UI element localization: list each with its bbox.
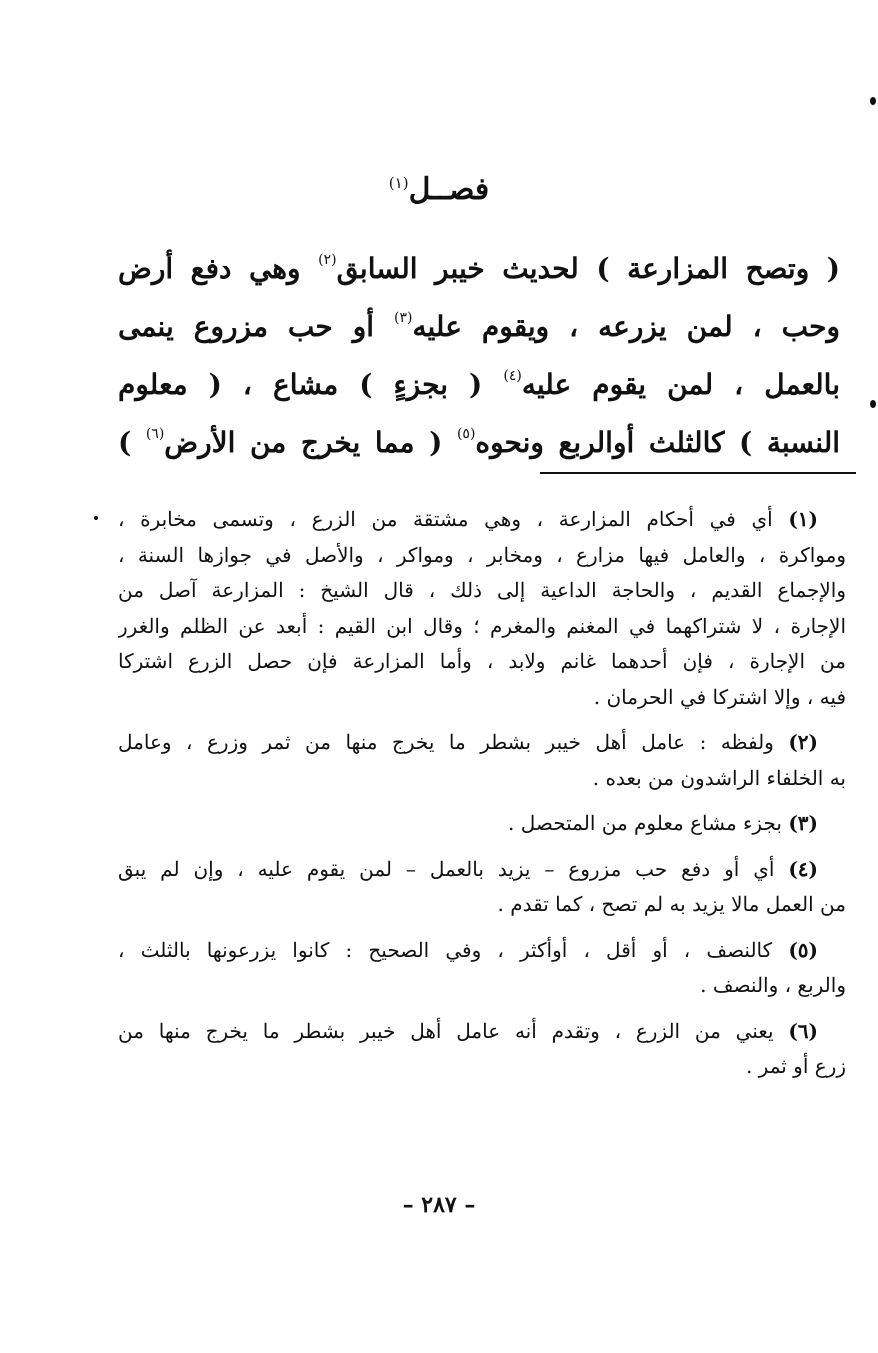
footnote-number: (٦) bbox=[788, 1018, 818, 1043]
footnote-text: زرع أو ثمر . bbox=[745, 1054, 846, 1078]
footnote-line bbox=[118, 887, 846, 923]
section-heading bbox=[0, 172, 878, 207]
footnote-text: بجزء مشاع معلوم من المتحصل . bbox=[508, 811, 782, 835]
main-text-segment: ( وتصح المزارعة ) لحديث خيبر السابق bbox=[336, 252, 840, 285]
footnote-line bbox=[118, 609, 846, 645]
footnote bbox=[118, 806, 846, 842]
footnote-line bbox=[118, 968, 846, 1004]
footnote-line bbox=[118, 502, 846, 538]
main-text-line bbox=[118, 240, 840, 298]
footnote-text: أي في أحكام المزارعة ، وهي مشتقة من الزرع ، وتسمى مخابرة ، bbox=[118, 507, 773, 531]
footnote-text: به الخلفاء الراشدون من بعده . bbox=[592, 765, 846, 790]
footnote-text: من الإجارة ، فإن أحدهما غانم ولابد ، وأما المزارعة فإن حصل الزرع اشتركا bbox=[118, 649, 846, 673]
main-text-segment: ( بجزءٍ ) مشاع ، ( معلوم bbox=[118, 368, 504, 401]
heading-title: فصــل bbox=[408, 172, 490, 207]
footnote-number: (١) bbox=[788, 507, 818, 531]
edge-mark bbox=[870, 97, 876, 105]
main-text-segment: وهي دفع أرض bbox=[118, 252, 319, 285]
footnote-line bbox=[118, 806, 846, 842]
footnote bbox=[118, 1014, 846, 1085]
edge-mark bbox=[870, 400, 876, 408]
footnote-ref: (٤) bbox=[503, 368, 522, 384]
main-text-segment: وحب ، لمن يزرعه ، ويقوم عليه bbox=[412, 310, 840, 343]
footnote-line bbox=[118, 680, 846, 716]
footnote-text: كالنصف ، أو أقل ، أوأكثر ، وفي الصحيح : كانوا يزرعونها بالثلث ، bbox=[118, 937, 773, 962]
footnote-text: أي أو دفع حب مزروع – يزيد بالعمل – لمن يقوم عليه ، وإن لم يبق bbox=[118, 856, 775, 881]
footnote-text: فيه ، وإلا اشتركا في الحرمان . bbox=[593, 684, 846, 709]
footnote-line bbox=[118, 852, 846, 888]
footnote-text: ولفظه : عامل أهل خيبر بشطر ما يخرج منها من ثمر وزرع ، وعامل bbox=[118, 730, 774, 754]
footnote-line bbox=[118, 1049, 846, 1085]
main-text-segment: بالعمل ، لمن يقوم عليه bbox=[521, 368, 840, 401]
footnote-number: (٥) bbox=[788, 937, 818, 962]
main-text-segment: ) bbox=[118, 426, 146, 459]
footnote-text: من العمل مالا يزيد به لم تصح ، كما تقدم . bbox=[497, 892, 846, 916]
footnote-text: يعني من الزرع ، وتقدم أنه عامل أهل خيبر بشطر ما يخرج منها من bbox=[118, 1018, 774, 1043]
main-text-line bbox=[118, 356, 840, 414]
footnote-number: (٤) bbox=[788, 856, 819, 881]
footnote-number: (٢) bbox=[788, 730, 819, 754]
footnote bbox=[118, 502, 846, 715]
footnote-line bbox=[118, 725, 846, 761]
footnote-line bbox=[118, 933, 846, 969]
main-text-segment: أو حب مزروع ينمى bbox=[118, 310, 394, 343]
footnote-number: (٣) bbox=[788, 811, 818, 835]
footnote-line bbox=[118, 538, 846, 574]
footnote-text: الإجارة ، لا شتراكهما في المغنم والمغرم ؛ وقال ابن القيم : أبعد عن الظلم والغرر bbox=[118, 613, 846, 638]
main-text-segment: النسبة ) كالثلث أوالربع ونحوه bbox=[475, 426, 840, 459]
footnote-line bbox=[118, 644, 846, 680]
footnote-text: والربع ، والنصف . bbox=[700, 973, 846, 997]
edge-mark bbox=[94, 516, 98, 520]
footnote-ref: (٥) bbox=[456, 426, 476, 442]
footnotes bbox=[118, 502, 846, 1095]
footnote bbox=[118, 852, 846, 923]
footnote-line bbox=[118, 1014, 846, 1050]
footnote-text: ومواكرة ، والعامل فيها مزارع ، ومخابر ، ومواكر ، والأصل في جوازها السنة ، bbox=[118, 542, 846, 567]
heading-footnote-ref: (١) bbox=[388, 174, 409, 192]
footnote-text: والإجماع القديم ، والحاجة الداعية إلى ذلك ، قال الشيخ : المزارعة آصل من bbox=[118, 578, 846, 602]
footnote-line bbox=[118, 761, 846, 797]
main-text-line bbox=[118, 414, 840, 472]
main-text-line bbox=[118, 298, 840, 356]
footnote bbox=[118, 725, 846, 796]
main-text bbox=[118, 240, 840, 472]
page-number: – ٢٨٧ – bbox=[402, 1192, 476, 1218]
footnote bbox=[118, 933, 846, 1004]
footnote-ref: (٦) bbox=[145, 426, 165, 442]
footnote-ref: (٣) bbox=[394, 310, 413, 326]
main-text-segment: ( مما يخرج من الأرض bbox=[164, 426, 457, 459]
footnote-divider bbox=[540, 472, 856, 474]
footnote-ref: (٢) bbox=[318, 252, 337, 268]
footnote-line bbox=[118, 573, 846, 609]
